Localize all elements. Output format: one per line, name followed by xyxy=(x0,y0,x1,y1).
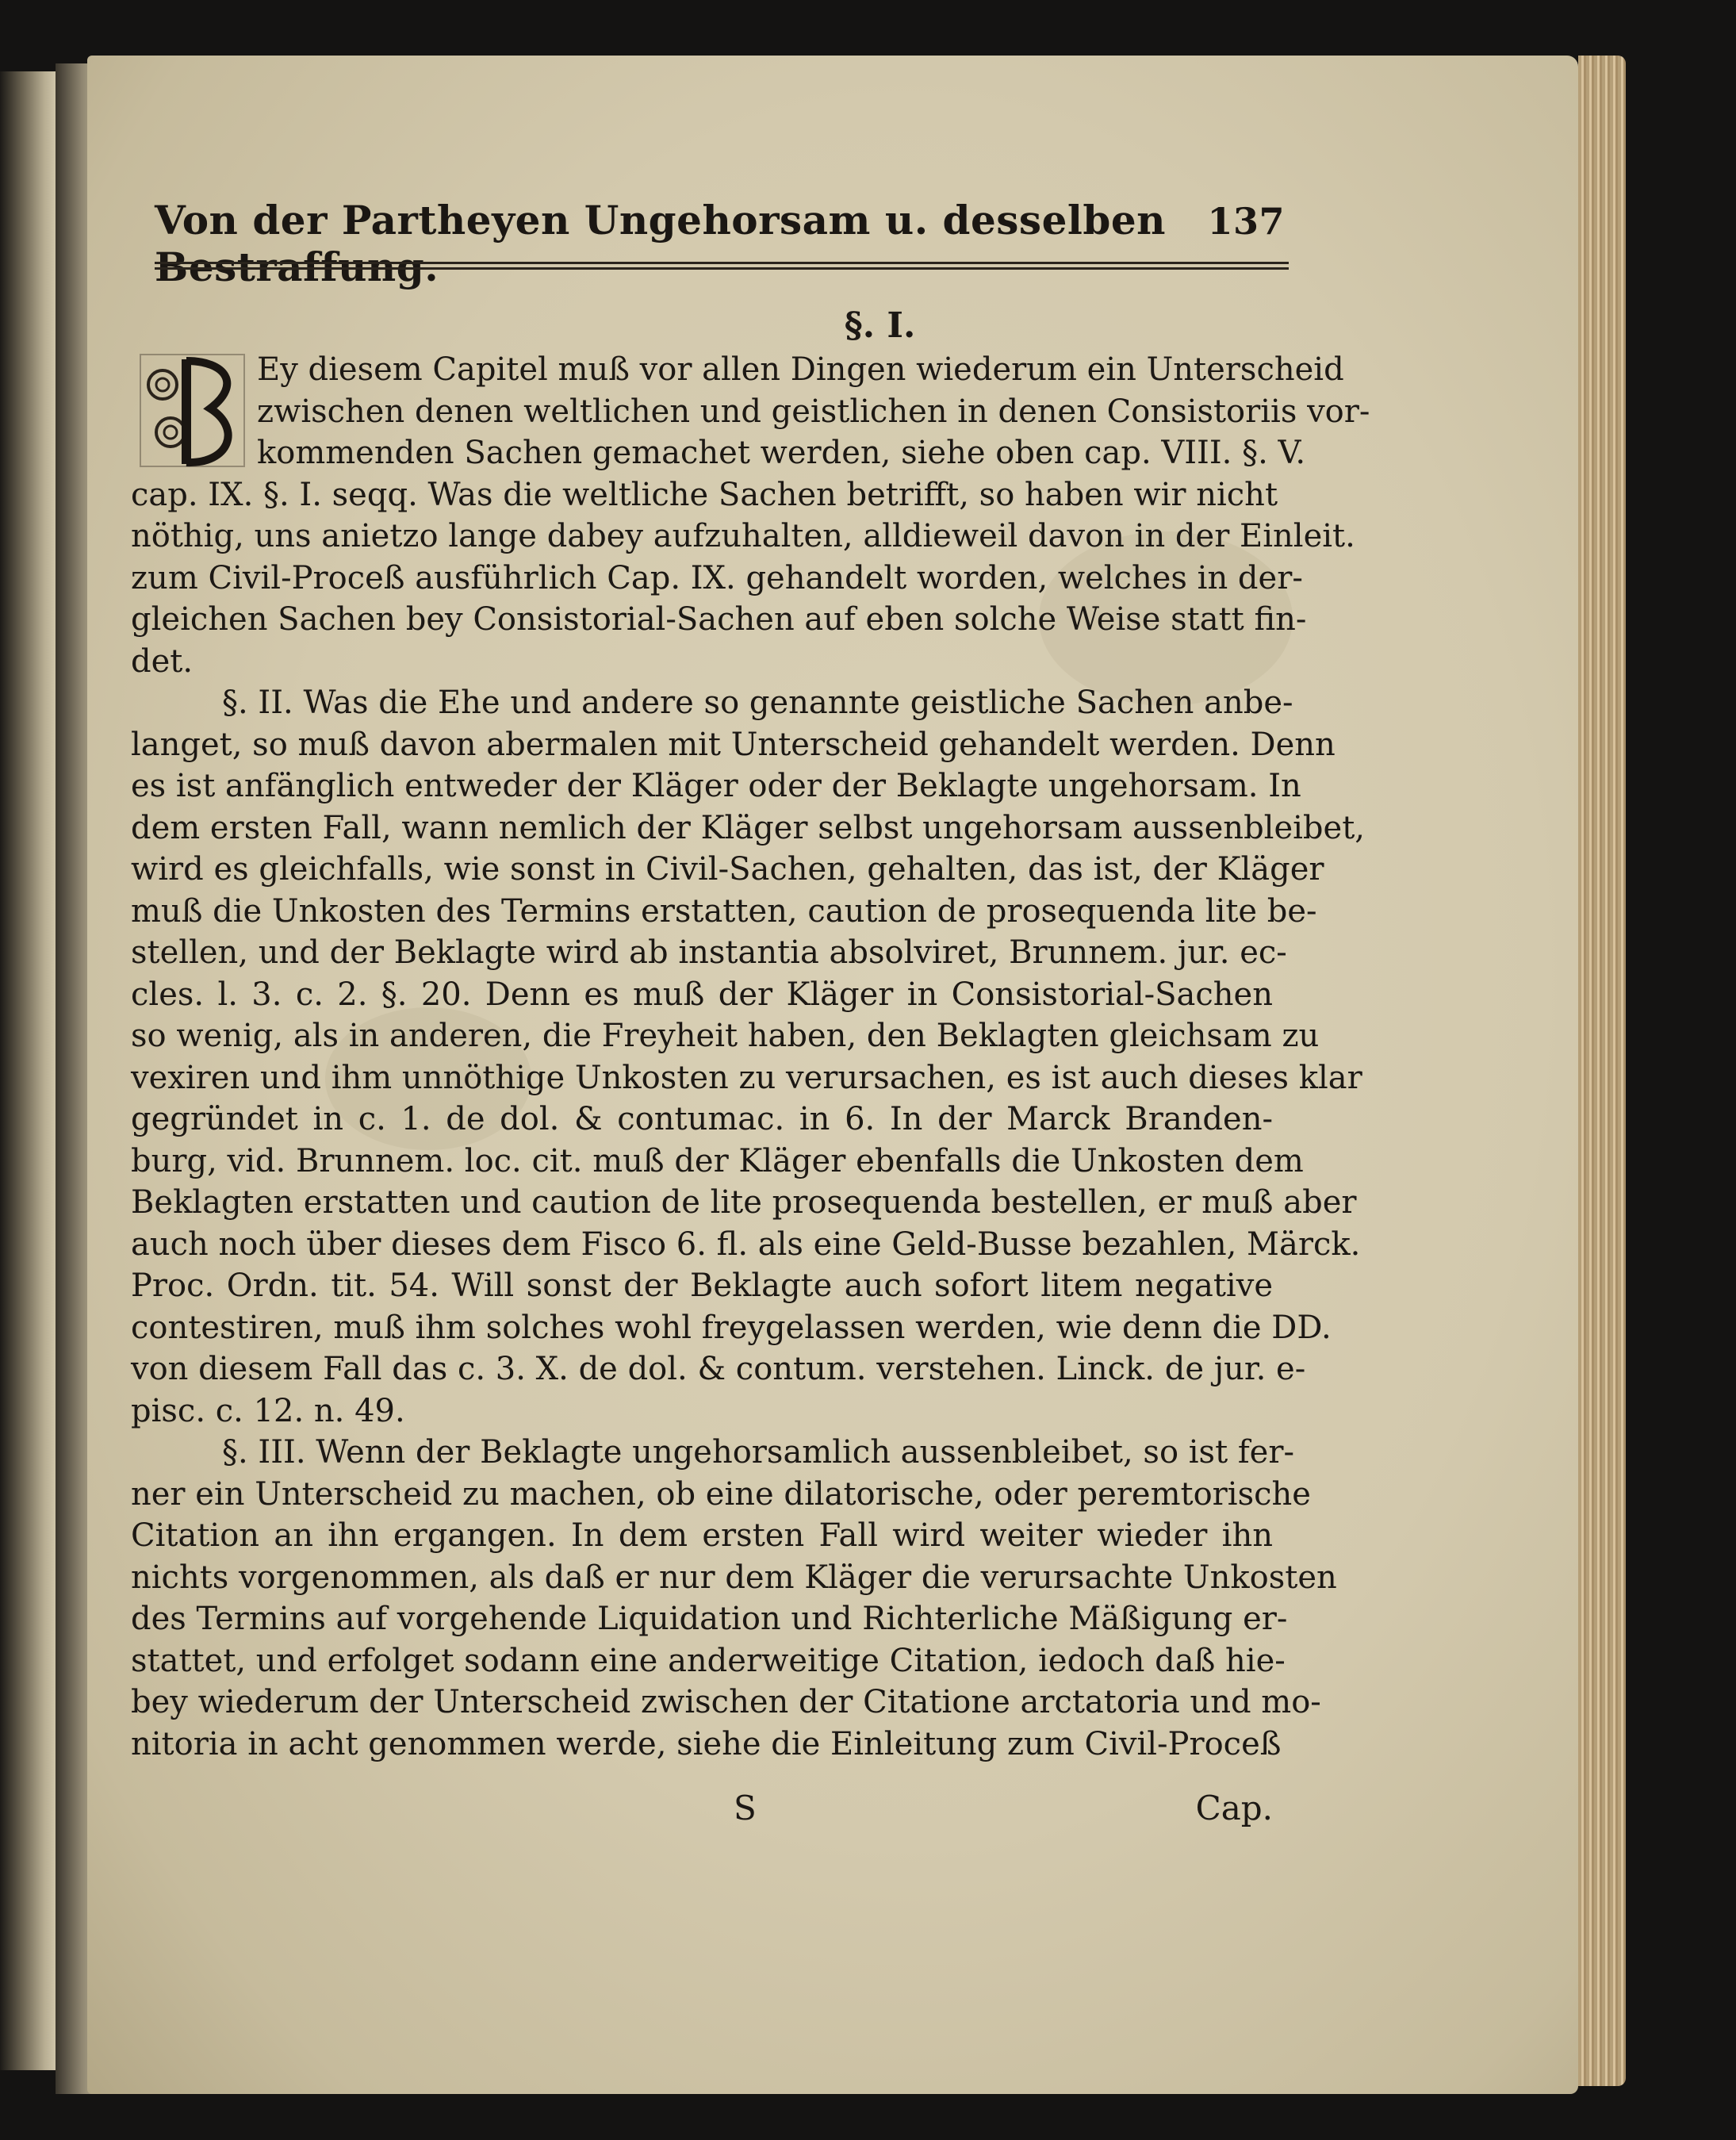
text-line: vexiren und ihm unnöthige Unkosten zu verursachen, es ist auch dieses klar xyxy=(131,1059,1362,1096)
text-line: stellen, und der Beklagte wird ab instantia absolviret, Brunnem. jur. ec- xyxy=(131,934,1287,971)
text-line: zwischen denen weltlichen und geistlichen in denen Consistoriis vor- xyxy=(257,393,1370,430)
text-line: gegründet in c. 1. de dol. & contumac. in 6. In der Marck Branden- xyxy=(131,1101,1273,1137)
text-line: pisc. c. 12. n. 49. xyxy=(131,1392,405,1429)
text-line: so wenig, als in anderen, die Freyheit haben, den Beklagten gleichsam zu xyxy=(131,1018,1320,1054)
text-line: stattet, und erfolget sodann eine anderweitige Citation, iedoch daß hie- xyxy=(131,1642,1286,1679)
text-line: §. II. Was die Ehe und andere so genannte geistliche Sachen anbe- xyxy=(222,685,1293,721)
text-line: von diesem Fall das c. 3. X. de dol. & contum. verstehen. Linck. de jur. e- xyxy=(131,1351,1306,1387)
main-text xyxy=(131,349,1370,1765)
text-line: Beklagten erstatten und caution de lite prosequenda bestellen, er muß aber xyxy=(131,1184,1357,1221)
header-rule xyxy=(155,262,1289,270)
text-line: contestiren, muß ihm solches wohl freygelassen werden, wie denn die DD. xyxy=(131,1309,1332,1346)
running-header xyxy=(155,197,1285,290)
text-line: Ey diesem Capitel muß vor allen Dingen wiederum ein Unterscheid xyxy=(257,351,1344,388)
text-line: det. xyxy=(131,642,194,680)
previous-page-edge xyxy=(0,71,56,2070)
signature-mark: S xyxy=(734,1789,757,1827)
section-title: §. I. xyxy=(844,305,916,346)
text-line: Proc. Ordn. tit. 54. Will sonst der Beklagte auch sofort litem negative xyxy=(131,1268,1273,1304)
text-line: Citation an ihn ergangen. In dem ersten Fall wird weiter wieder ihn xyxy=(131,1517,1273,1554)
text-line: nöthig, uns anietzo lange dabey aufzuhalten, alldieweil davon in der Einleit. xyxy=(131,518,1355,554)
text-line: wird es gleichfalls, wie sonst in Civil-Sachen, gehalten, das ist, der Kläger xyxy=(131,851,1324,888)
text-line: nitoria in acht genommen werde, siehe die Einleitung zum Civil-Proceß xyxy=(131,1725,1282,1762)
running-title: Von der Partheyen Ungehorsam u. desselben Bestraffung. xyxy=(155,197,1167,290)
page-footer xyxy=(131,1789,1273,1836)
ornamental-initial xyxy=(139,353,246,468)
catchword: Cap. xyxy=(1195,1789,1273,1827)
page-edges xyxy=(1578,56,1626,2086)
text-line: muß die Unkosten des Termins erstatten, caution de prosequenda lite be- xyxy=(131,892,1317,930)
paragraph-1 xyxy=(131,349,1370,682)
text-line: §. III. Wenn der Beklagte ungehorsamlich aussenbleibet, so ist fer- xyxy=(222,1434,1294,1471)
text-line: cles. l. 3. c. 2. §. 20. Denn es muß der Kläger in Consistorial-Sachen xyxy=(131,976,1273,1013)
text-line: zum Civil-Proceß ausführlich Cap. IX. gehandelt worden, welches in der- xyxy=(131,559,1303,596)
page-number: 137 xyxy=(1207,200,1285,243)
text-line: gleichen Sachen bey Consistorial-Sachen auf eben solche Weise statt fin- xyxy=(131,601,1307,638)
text-line: ner ein Unterscheid zu machen, ob eine dilatorische, oder peremtorische xyxy=(131,1475,1311,1513)
text-line: bey wiederum der Unterscheid zwischen der Citatione arctatoria und mo- xyxy=(131,1684,1321,1720)
text-line: auch noch über dieses dem Fisco 6. fl. als eine Geld-Busse bezahlen, Märck. xyxy=(131,1225,1361,1263)
text-line: burg, vid. Brunnem. loc. cit. muß der Kläger ebenfalls die Unkosten dem xyxy=(131,1142,1304,1179)
paragraph-3 xyxy=(131,1432,1337,1765)
paragraph-2 xyxy=(131,682,1365,1432)
text-line: kommenden Sachen gemachet werden, siehe oben cap. VIII. §. V. xyxy=(257,435,1306,471)
text-line: dem ersten Fall, wann nemlich der Kläger selbst ungehorsam aussenbleibet, xyxy=(131,809,1365,846)
text-line: nichts vorgenommen, als daß er nur dem Kläger die verursachte Unkosten xyxy=(131,1559,1337,1596)
text-line: des Termins auf vorgehende Liquidation und Richterliche Mäßigung er- xyxy=(131,1601,1288,1637)
text-line: cap. IX. §. I. seqq. Was die weltliche Sachen betrifft, so haben wir nicht xyxy=(131,476,1278,513)
text-line: langet, so muß davon abermalen mit Unterscheid gehandelt werden. Denn xyxy=(131,726,1336,763)
text-line: es ist anfänglich entweder der Kläger oder der Beklagte ungehorsam. In xyxy=(131,768,1301,804)
